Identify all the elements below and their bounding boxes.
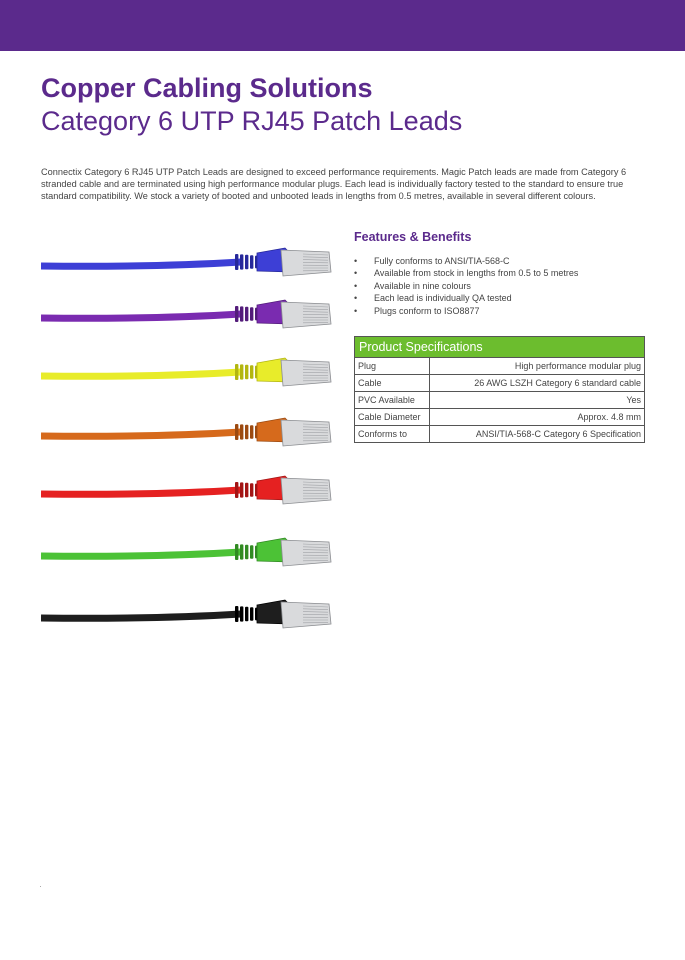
spec-value: 26 AWG LSZH Category 6 standard cable [430,375,645,392]
boot-rib [250,307,253,321]
boot-rib [250,255,253,269]
boot-rib [240,544,243,559]
boot-rib [250,425,253,439]
table-row [355,426,645,443]
list-item [354,255,578,267]
product-spec-table [354,336,645,443]
feature-text: Fully conforms to ANSI/TIA-568-C [374,256,510,266]
boot-rib [235,544,238,560]
boot-rib [245,607,248,621]
spec-table-heading: Product Specifications [355,337,645,358]
boot-rib [250,365,253,379]
top-banner [0,0,685,51]
spec-label: Conforms to [355,426,430,443]
cable-body [41,314,241,318]
boot-rib [250,545,253,559]
boot-rib [240,606,243,621]
boot-rib [240,482,243,497]
cable-body [41,262,241,266]
list-item [354,292,578,304]
patch-lead-orange [41,418,331,446]
spec-value: Approx. 4.8 mm [430,409,645,426]
cable-body [41,372,241,376]
spec-label: Cable Diameter [355,409,430,426]
patch-lead-yellow [41,358,331,386]
page-mark [40,886,41,887]
patch-lead-purple [41,300,331,328]
boot-rib [235,364,238,380]
boot-rib [235,482,238,498]
boot-rib [235,254,238,270]
boot-rib [240,254,243,269]
features-heading: Features & Benefits [354,230,472,244]
boot-rib [235,606,238,622]
boot-rib [245,483,248,497]
bullet-icon: • [354,256,358,266]
feature-text: Available from stock in lengths from 0.5 to 5 metres [374,268,579,279]
feature-text: Available in nine colours [374,280,471,291]
boot-rib [245,425,248,439]
list-item [354,305,578,317]
features-list [354,255,578,317]
spec-label: Plug [355,358,430,375]
cable-body [41,614,241,618]
patch-leads-image [41,236,336,636]
patch-lead-blue [41,248,331,276]
boot-rib [240,306,243,321]
intro-paragraph: Connectix Category 6 RJ45 UTP Patch Leads are designed to exceed performance requirements. Magic Patch leads are made from Category 6 stranded cable and are terminated using high performance modular plugs. Each lead is individually factory tested to the standard to ensure true standard compatibility. We stock a variety of booted and unbooted leads in lengths from 0.5 metres, available in several different colours. [41,167,627,202]
boot-rib [245,365,248,379]
bullet-icon: • [354,293,358,304]
spec-value: ANSI/TIA-568-C Category 6 Specification [430,426,645,443]
page-title: Copper Cabling Solutions [41,73,373,103]
spec-value: Yes [430,392,645,409]
boot-rib [245,307,248,321]
feature-text: Each lead is individually QA tested [374,293,512,304]
spec-label: PVC Available [355,392,430,409]
boot-rib [235,424,238,440]
patch-lead-green [41,538,331,566]
list-item [354,267,578,279]
table-row [355,409,645,426]
boot-rib [235,306,238,322]
cable-body [41,490,241,494]
table-row [355,375,645,392]
boot-rib [240,424,243,439]
cable-body [41,552,241,556]
cable-body [41,432,241,436]
spec-label: Cable [355,375,430,392]
bullet-icon: • [354,305,358,316]
table-row [355,358,645,375]
boot-rib [250,607,253,621]
list-item [354,280,578,292]
boot-rib [245,255,248,269]
boot-rib [250,483,253,497]
bullet-icon: • [354,268,358,279]
page-subtitle: Category 6 UTP RJ45 Patch Leads [41,106,463,136]
boot-rib [245,545,248,559]
feature-text: Plugs conform to ISO8877 [374,305,480,316]
bullet-icon: • [354,280,358,291]
table-row [355,392,645,409]
boot-rib [240,364,243,379]
patch-lead-red [41,476,331,504]
patch-lead-black [41,600,331,628]
spec-value: High performance modular plug [430,358,645,375]
